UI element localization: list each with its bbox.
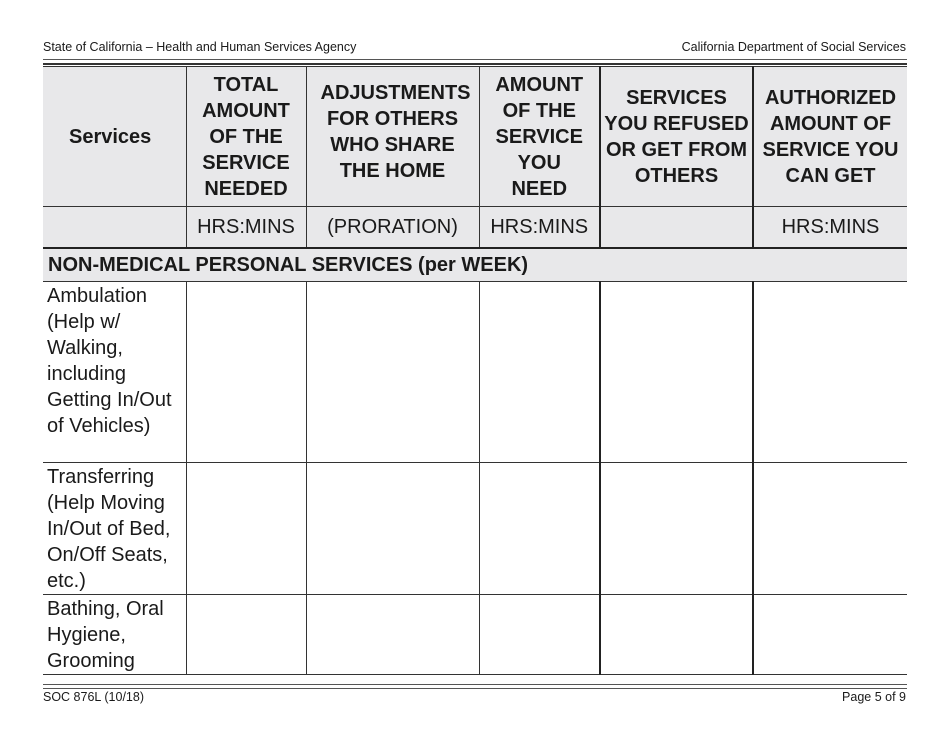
page-number: Page 5 of 9 (842, 690, 906, 704)
unit-cell-adjustments: (PRORATION) (306, 207, 479, 249)
section-row (43, 248, 907, 282)
column-header-authorized: AUTHORIZED AMOUNT OF SERVICE YOU CAN GET (753, 67, 907, 207)
column-header-refused: SERVICES YOU REFUSED OR GET FROM OTHERS (600, 67, 753, 207)
input-refused[interactable] (600, 463, 753, 595)
agency-header: State of California – Health and Human Services Agency (43, 40, 357, 54)
service-ambulation: Ambulation (Help w/ Walking, including Getting In/Out of Vehicles) (43, 282, 186, 463)
header-rule (43, 59, 907, 60)
unit-cell-authorized: HRS:MINS (753, 207, 907, 249)
form-id: SOC 876L (10/18) (43, 690, 144, 704)
input-refused[interactable] (600, 595, 753, 675)
input-total-needed[interactable] (186, 595, 306, 675)
input-authorized[interactable] (753, 595, 907, 675)
input-adjustments[interactable] (306, 463, 479, 595)
column-header-row (43, 67, 907, 207)
footer-rule (43, 684, 907, 685)
department-header: California Department of Social Services (681, 40, 906, 54)
column-header-services: Services (43, 67, 186, 207)
column-header-adjustments: ADJUSTMENTS FOR OTHERS WHO SHARE THE HOME (306, 67, 479, 207)
column-header-amount-you-need: AMOUNT OF THE SERVICE YOU NEED (479, 67, 600, 207)
table-row (43, 282, 907, 463)
unit-cell-refused (600, 207, 753, 249)
table-row (43, 463, 907, 595)
services-table (43, 66, 907, 675)
table-row (43, 595, 907, 675)
input-amount-you-need[interactable] (479, 282, 600, 463)
section-title: NON-MEDICAL PERSONAL SERVICES (per WEEK) (43, 248, 907, 282)
header-rule-thick (43, 63, 907, 65)
input-total-needed[interactable] (186, 463, 306, 595)
input-amount-you-need[interactable] (479, 595, 600, 675)
unit-cell-total-needed: HRS:MINS (186, 207, 306, 249)
footer-rule-2 (43, 688, 907, 689)
unit-cell-amount-you-need: HRS:MINS (479, 207, 600, 249)
column-header-total-needed: TOTAL AMOUNT OF THE SERVICE NEEDED (186, 67, 306, 207)
input-authorized[interactable] (753, 463, 907, 595)
input-adjustments[interactable] (306, 282, 479, 463)
input-amount-you-need[interactable] (479, 463, 600, 595)
input-total-needed[interactable] (186, 282, 306, 463)
input-authorized[interactable] (753, 282, 907, 463)
unit-row (43, 207, 907, 249)
input-adjustments[interactable] (306, 595, 479, 675)
service-transferring: Transferring (Help Moving In/Out of Bed, On/Off Seats, etc.) (43, 463, 186, 595)
service-bathing: Bathing, Oral Hygiene, Grooming (43, 595, 186, 675)
input-refused[interactable] (600, 282, 753, 463)
unit-cell-services (43, 207, 186, 249)
